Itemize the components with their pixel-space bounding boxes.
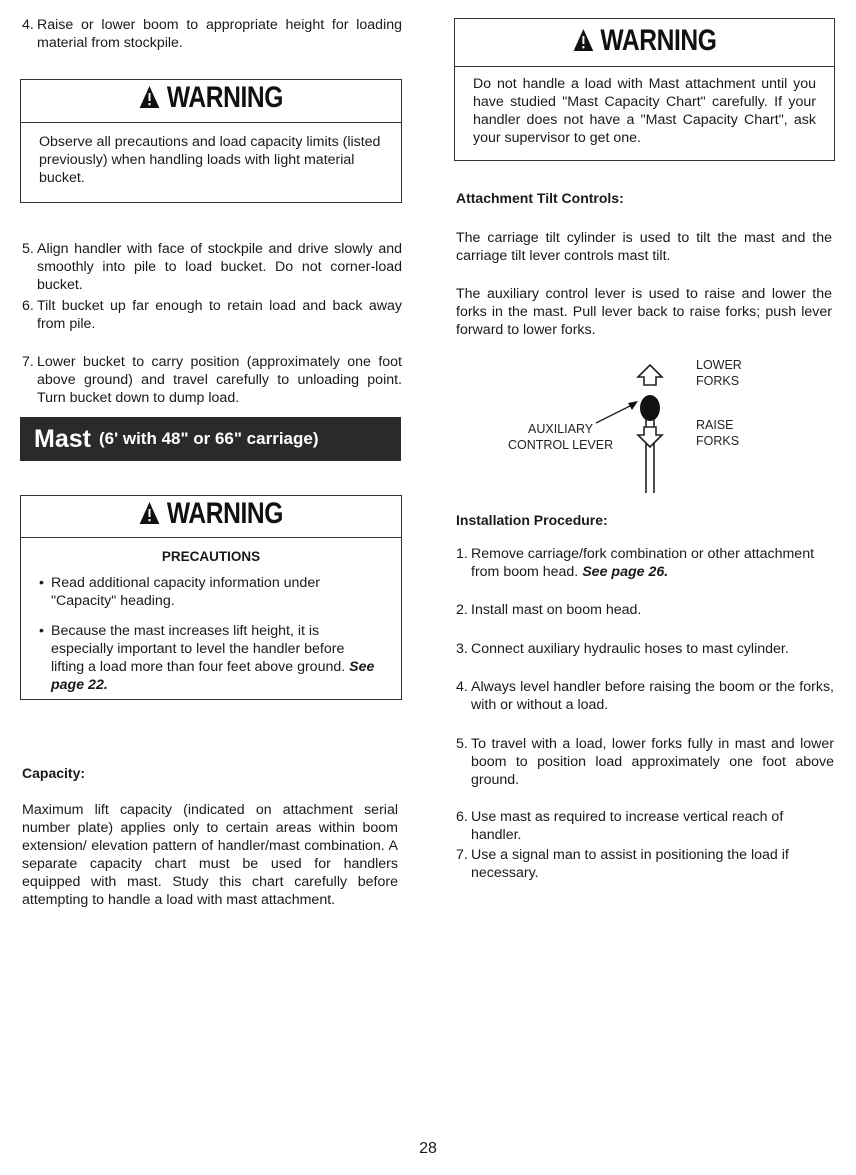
- warning-box-mast-chart: [454, 18, 835, 161]
- tilt-paragraph-2: The auxiliary control lever is used to raise and lower the forks in the mast. Pull lever back to raise forks; push lever forward to lower forks.: [456, 286, 832, 338]
- precautions-heading: PRECAUTIONS: [161, 549, 261, 564]
- install-step-1: 1. Remove carriage/fork combination or other attachment from boom head. See page 26.: [456, 546, 815, 580]
- install-step-2: 2. Install mast on boom head.: [456, 602, 642, 618]
- auxiliary-control-lever-label: AUXILIARY CONTROL LEVER: [508, 422, 614, 452]
- page-number: 28: [419, 1140, 437, 1157]
- step-7-lower: 7. Lower bucket to carry position (approximately one foot above ground) and travel carefully to unloading point. Turn bucket down to dump load.: [22, 354, 402, 406]
- bullet-icon: •: [39, 623, 44, 639]
- warning-text: Do not handle a load with Mast attachment until you have studied "Mast Capacity Chart" carefully. If your handler does not have a "Mast Capacity Chart", ask your supervisor to get one.: [473, 76, 816, 146]
- step-4-stockpile: 4. Raise or lower boom to appropriate height for loading material from stockpile.: [22, 17, 402, 51]
- raise-forks-label: RAISE FORKS: [696, 418, 740, 448]
- bullet-icon: •: [39, 575, 44, 591]
- install-step-4: 4. Always level handler before raising the boom or the forks, with or without a load.: [456, 679, 834, 713]
- tilt-paragraph-1: The carriage tilt cylinder is used to tilt the mast and the carriage tilt lever controls mast tilt.: [456, 230, 832, 264]
- warning-box-precautions: [20, 495, 402, 700]
- warning-text: Observe all precautions and load capacity limits (listed previously) when handling loads with light material bucket.: [39, 134, 381, 186]
- install-step-7: 7. Use a signal man to assist in positioning the load if necessary.: [456, 847, 789, 881]
- lower-forks-label: LOWER FORKS: [696, 358, 742, 388]
- warning-box-bucket: [20, 79, 402, 203]
- precaution-bullet-capacity: • Read additional capacity information under "Capacity" heading.: [39, 575, 320, 609]
- step-6-tilt: 6. Tilt bucket up far enough to retain load and back away from pile.: [22, 298, 402, 332]
- page-reference: See page 22.: [51, 659, 375, 693]
- capacity-text: Maximum lift capacity (indicated on attachment serial number plate) applies only to certain areas within boom extension/ elevation pattern of handler/mast combination. A separate capacity chart must be used for handlers equipped with mast. Study this chart carefully before attempting to handle a load with mast attachment.: [22, 802, 398, 908]
- auxiliary-lever-diagram: [500, 355, 760, 495]
- mast-section-header: Mast (6' with 48" or 66" carriage): [20, 417, 401, 461]
- step-5-align: 5. Align handler with face of stockpile and drive slowly and smoothly into pile to load bucket. Do not corner-load bucket.: [22, 241, 402, 293]
- install-step-3: 3. Connect auxiliary hydraulic hoses to mast cylinder.: [456, 641, 789, 657]
- warning-title: WARNING: [489, 23, 800, 59]
- capacity-heading: Capacity:: [22, 765, 86, 781]
- warning-triangle-icon: [139, 85, 160, 109]
- warning-triangle-icon: [573, 28, 594, 52]
- precaution-bullet-level: • Because the mast increases lift height, it is especially important to level the handler before lifting a load more than four feet above ground. See page 22.: [39, 623, 375, 693]
- installation-heading: Installation Procedure:: [456, 512, 608, 528]
- install-step-5: 5. To travel with a load, lower forks fully in mast and lower boom to position load approximately one foot above ground.: [456, 736, 834, 788]
- warning-title: WARNING: [55, 496, 367, 532]
- warning-title: WARNING: [55, 80, 367, 116]
- tilt-controls-heading: Attachment Tilt Controls:: [456, 190, 624, 206]
- page-reference: See page 26.: [582, 564, 669, 580]
- warning-triangle-icon: [139, 501, 160, 525]
- install-step-6: 6. Use mast as required to increase vertical reach of handler.: [456, 809, 784, 843]
